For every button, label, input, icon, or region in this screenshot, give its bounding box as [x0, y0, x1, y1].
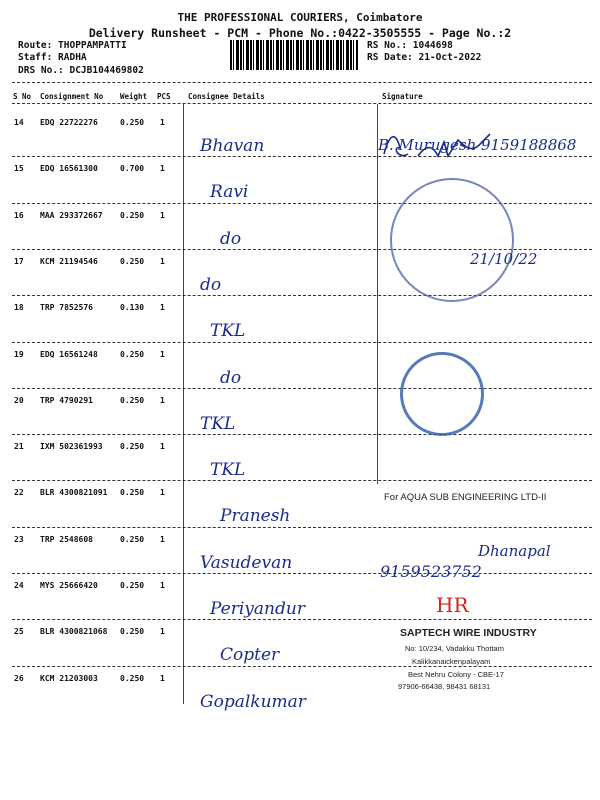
row-sno: 20: [14, 395, 24, 405]
row-consignment: TRP 2548608: [40, 534, 93, 544]
row-weight: 0.250: [120, 673, 145, 683]
col-pcs: PCS: [157, 92, 171, 101]
row-consignment: TRP 7852576: [40, 303, 93, 313]
row-weight: 0.250: [120, 349, 145, 359]
divider: [12, 82, 592, 83]
saptech-addr-3: Best Nehru Colony - CBE-17: [408, 670, 504, 679]
row-handwritten-name: Gopalkumar: [200, 691, 306, 712]
row-divider: [12, 203, 592, 204]
row-pcs: 1: [160, 673, 165, 683]
row-consignment: EDQ 16561300: [40, 164, 98, 174]
hr-signature: HR: [436, 593, 469, 617]
row-divider: [12, 295, 592, 296]
row-divider: [12, 342, 592, 343]
row-weight: 0.250: [120, 256, 145, 266]
row-pcs: 1: [160, 256, 165, 266]
row-sno: 24: [14, 581, 24, 590]
row-consignment: MYS 25666420: [40, 581, 98, 590]
saptech-addr-1: No: 10/234, Vadakku Thottam: [405, 644, 504, 653]
col-sno: S No: [13, 92, 32, 101]
row-consignment: TRP 4790291: [40, 395, 93, 405]
row-weight: 0.250: [120, 395, 145, 405]
row-handwritten-name: do: [220, 367, 242, 388]
row-pcs: 1: [160, 534, 165, 544]
row-divider: [12, 619, 592, 620]
row-sno: 19: [14, 349, 24, 359]
row-sno: 26: [14, 673, 24, 683]
row-consignment: KCM 21203003: [40, 673, 98, 683]
dhanapal-signature: Dhanapal: [478, 542, 551, 560]
row-sno: 15: [14, 164, 24, 174]
signature-1-text: B. Murugesh 9159188868: [378, 136, 577, 154]
aqua-stamp-text: For AQUA SUB ENGINEERING LTD-II: [384, 492, 547, 503]
row-divider: [12, 527, 592, 528]
row-divider: [12, 666, 592, 667]
staff-label: Staff: RADHA: [18, 52, 87, 63]
column-separator: [183, 104, 184, 704]
row-sno: 23: [14, 534, 24, 544]
row-handwritten-name: Ravi: [210, 182, 249, 203]
row-weight: 0.250: [120, 488, 145, 498]
col-consignment: Consignment No: [40, 92, 104, 101]
row-sno: 25: [14, 627, 24, 637]
row-handwritten-name: Pranesh: [220, 506, 291, 527]
rs-no-label: RS No.: 1044698: [367, 40, 453, 51]
row-handwritten-name: Copter: [220, 645, 280, 666]
runsheet-subtitle: Delivery Runsheet - PCM - Phone No.:0422-3505555 - Page No.:2: [88, 26, 512, 40]
row-handwritten-name: TKL: [210, 460, 246, 481]
col-details: Consignee Details: [188, 92, 265, 101]
drs-label: DRS No.: DCJB104469802: [18, 65, 144, 76]
company-stamp-1: [366, 154, 539, 327]
row-weight: 0.250: [120, 210, 145, 220]
row-weight: 0.250: [120, 118, 145, 127]
divider: [12, 103, 592, 104]
row-handwritten-name: Periyandur: [210, 599, 305, 619]
row-handwritten-name: TKL: [210, 321, 246, 342]
saptech-company: SAPTECH WIRE INDUSTRY: [400, 627, 537, 639]
row-sno: 17: [14, 256, 24, 266]
row-pcs: 1: [160, 210, 165, 220]
row-weight: 0.250: [120, 442, 145, 452]
row-consignment: EDQ 22722276: [40, 118, 98, 127]
row-pcs: 1: [160, 395, 165, 405]
row-weight: 0.130: [120, 303, 145, 313]
row-handwritten-name: Bhavan: [200, 136, 265, 156]
row-pcs: 1: [160, 627, 165, 637]
row-weight: 0.250: [120, 627, 145, 637]
row-sno: 22: [14, 488, 24, 498]
row-handwritten-name: TKL: [200, 413, 236, 434]
saptech-addr-4: 97906-66438, 98431 68131: [398, 682, 491, 691]
row-pcs: 1: [160, 349, 165, 359]
row-consignment: EDQ 16561248: [40, 349, 98, 359]
row-sno: 18: [14, 303, 24, 313]
runsheet-title: THE PROFESSIONAL COURIERS, Coimbatore: [177, 11, 423, 24]
row-consignment: BLR 4300821091: [40, 488, 108, 498]
row-handwritten-name: Vasudevan: [200, 552, 293, 573]
row-pcs: 1: [160, 118, 165, 127]
saptech-addr-2: Kalikkanaickenpalayam: [412, 657, 491, 666]
company-stamp-2: [400, 352, 484, 436]
row-pcs: 1: [160, 581, 165, 590]
row-handwritten-name: do: [220, 228, 242, 249]
row-sno: 21: [14, 442, 24, 452]
row-pcs: 1: [160, 442, 165, 452]
row-weight: 0.250: [120, 534, 145, 544]
rs-date-label: RS Date: 21-Oct-2022: [367, 52, 482, 63]
row-divider: [12, 573, 592, 574]
row-divider: [12, 480, 592, 481]
row-consignment: KCM 21194546: [40, 256, 98, 266]
row-handwritten-name: do: [200, 274, 222, 295]
col-signature: Signature: [382, 92, 423, 101]
row-pcs: 1: [160, 303, 165, 313]
row-sno: 14: [14, 118, 24, 127]
row-pcs: 1: [160, 164, 165, 174]
signature-3-date: 21/10/22: [470, 250, 538, 268]
barcode: [230, 40, 358, 70]
row-divider: [12, 388, 592, 389]
row-consignment: MAA 293372667: [40, 210, 103, 220]
row-divider: [12, 434, 592, 435]
row-pcs: 1: [160, 488, 165, 498]
row-consignment: BLR 4300821068: [40, 627, 108, 637]
row-sno: 16: [14, 210, 24, 220]
signature-phone: 9159523752: [380, 562, 482, 581]
route-label: Route: THOPPAMPATTI: [18, 40, 127, 51]
row-weight: 0.250: [120, 581, 145, 590]
col-weight: Weight: [120, 92, 148, 101]
row-consignment: IXM 502361993: [40, 442, 103, 452]
row-weight: 0.700: [120, 164, 145, 174]
